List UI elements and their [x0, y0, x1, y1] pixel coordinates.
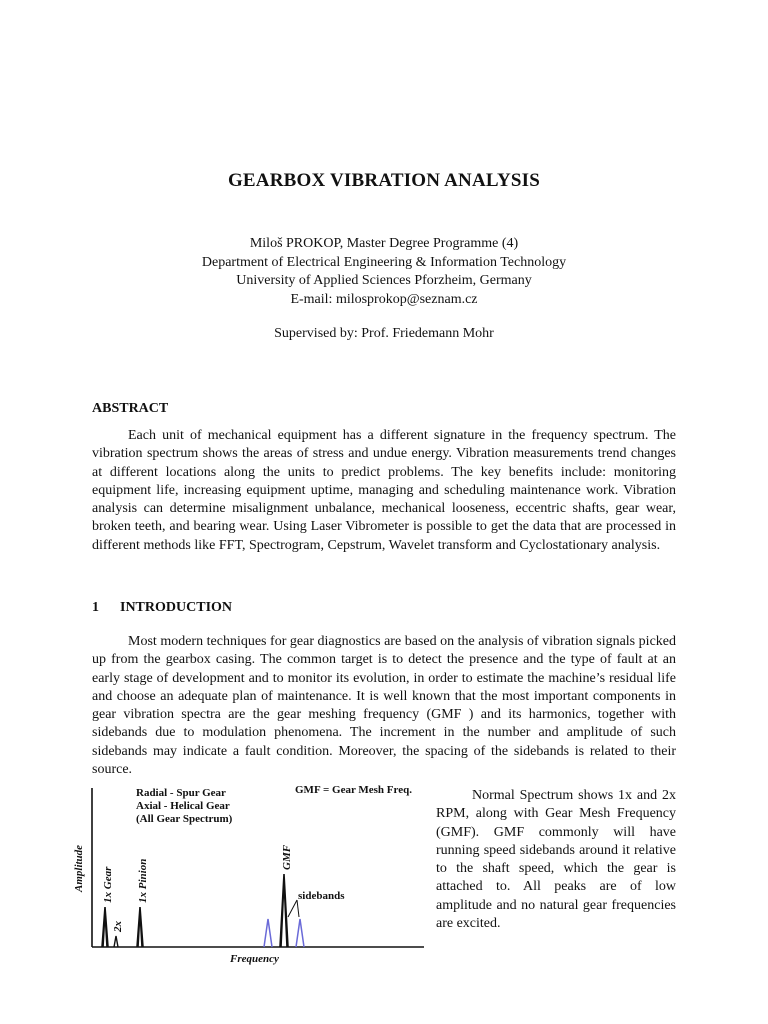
- legend-line-1: Radial - Spur Gear: [136, 787, 226, 799]
- author-name-line: Miloš PROKOP, Master Degree Programme (4): [249, 236, 519, 251]
- introduction-paragraph: Most modern techniques for gear diagnostics are based on the analysis of vibration signals picked up from the gearbox casing. The common target is to detect the presence and the type of fault at an early stage of development and to monitor its evolution, in order to estimate the machine’s residual life and choose an adequate plan of maintenance. It is well known that the most important components in gear vibration spectra are the gear meshing frequency (GMF ) and its harmonics, together with sidebands due to modulation phenomena. The increment in the number and amplitude of such sidebands may indicate a fault condition. Moreover, the spacing of the sidebands is related to their source.: [92, 634, 676, 778]
- sideband-pointer-2: [297, 900, 299, 917]
- x-axis-label: Frequency: [230, 953, 279, 965]
- abstract-heading: ABSTRACT: [92, 401, 169, 416]
- peak-1x-gear-label: 1x Gear: [102, 866, 114, 903]
- legend-line-3: (All Gear Spectrum): [136, 813, 233, 825]
- sideband-left: [264, 919, 272, 947]
- peak-1x-pinion: [137, 907, 143, 947]
- peak-gmf-label: GMF: [281, 844, 293, 870]
- peak-gmf: [280, 874, 288, 947]
- department-line: Department of Electrical Engineering & Information Technology: [201, 254, 567, 270]
- peak-1x-gear: [102, 907, 108, 947]
- peak-2x: [114, 936, 118, 947]
- gmf-note: GMF = Gear Mesh Freq.: [295, 784, 412, 796]
- sideband-right: [296, 919, 304, 947]
- section-number: 1: [92, 600, 99, 615]
- author-block: [0, 235, 768, 309]
- figure-description: Normal Spectrum shows 1x and 2x RPM, along with Gear Mesh Frequency (GMF). GMF commonly will have running speed sidebands around it relative to the shaft speed, which the gear is attached to. All peaks are of low amplitude and no natural gear frequencies are excited.: [436, 788, 676, 932]
- spectrum-figure: [68, 780, 428, 970]
- y-axis-label: Amplitude: [73, 844, 85, 892]
- legend-line-2: Axial - Helical Gear: [136, 800, 230, 812]
- introduction-heading: [92, 600, 232, 616]
- section-title: INTRODUCTION: [120, 600, 233, 615]
- abstract-paragraph: Each unit of mechanical equipment has a different signature in the frequency spectrum. The vibration spectrum shows the areas of stress and undue energy. Vibration measurements trend changes at different locations along the units to predict problems. The key benefits include: monitoring equipment life, increasing equipment uptime, managing and scheduling maintenance work. Vibration analysis can determine misalignment unbalance, mechanical looseness, eccentric shafts, gear wear, broken teeth, and bearing wear. Using Laser Vibrometer is possible to get the data that are processed in different methods like FFT, Spectrogram, Cepstrum, Wavelet transform and Cyclostationary analysis.: [92, 428, 676, 553]
- spectrum-diagram: [68, 780, 428, 970]
- peak-1x-pinion-label: 1x Pinion: [137, 858, 149, 903]
- sidebands-label: sidebands: [298, 890, 345, 902]
- sideband-pointer: [288, 900, 297, 917]
- peak-2x-label: 2x: [112, 921, 124, 932]
- email-line: E-mail: milosprokop@seznam.cz: [290, 291, 478, 307]
- paper-title: GEARBOX VIBRATION ANALYSIS: [227, 170, 541, 191]
- supervisor-line: Supervised by: Prof. Friedemann Mohr: [274, 326, 494, 341]
- university-line: University of Applied Sciences Pforzheim, Germany: [236, 273, 532, 288]
